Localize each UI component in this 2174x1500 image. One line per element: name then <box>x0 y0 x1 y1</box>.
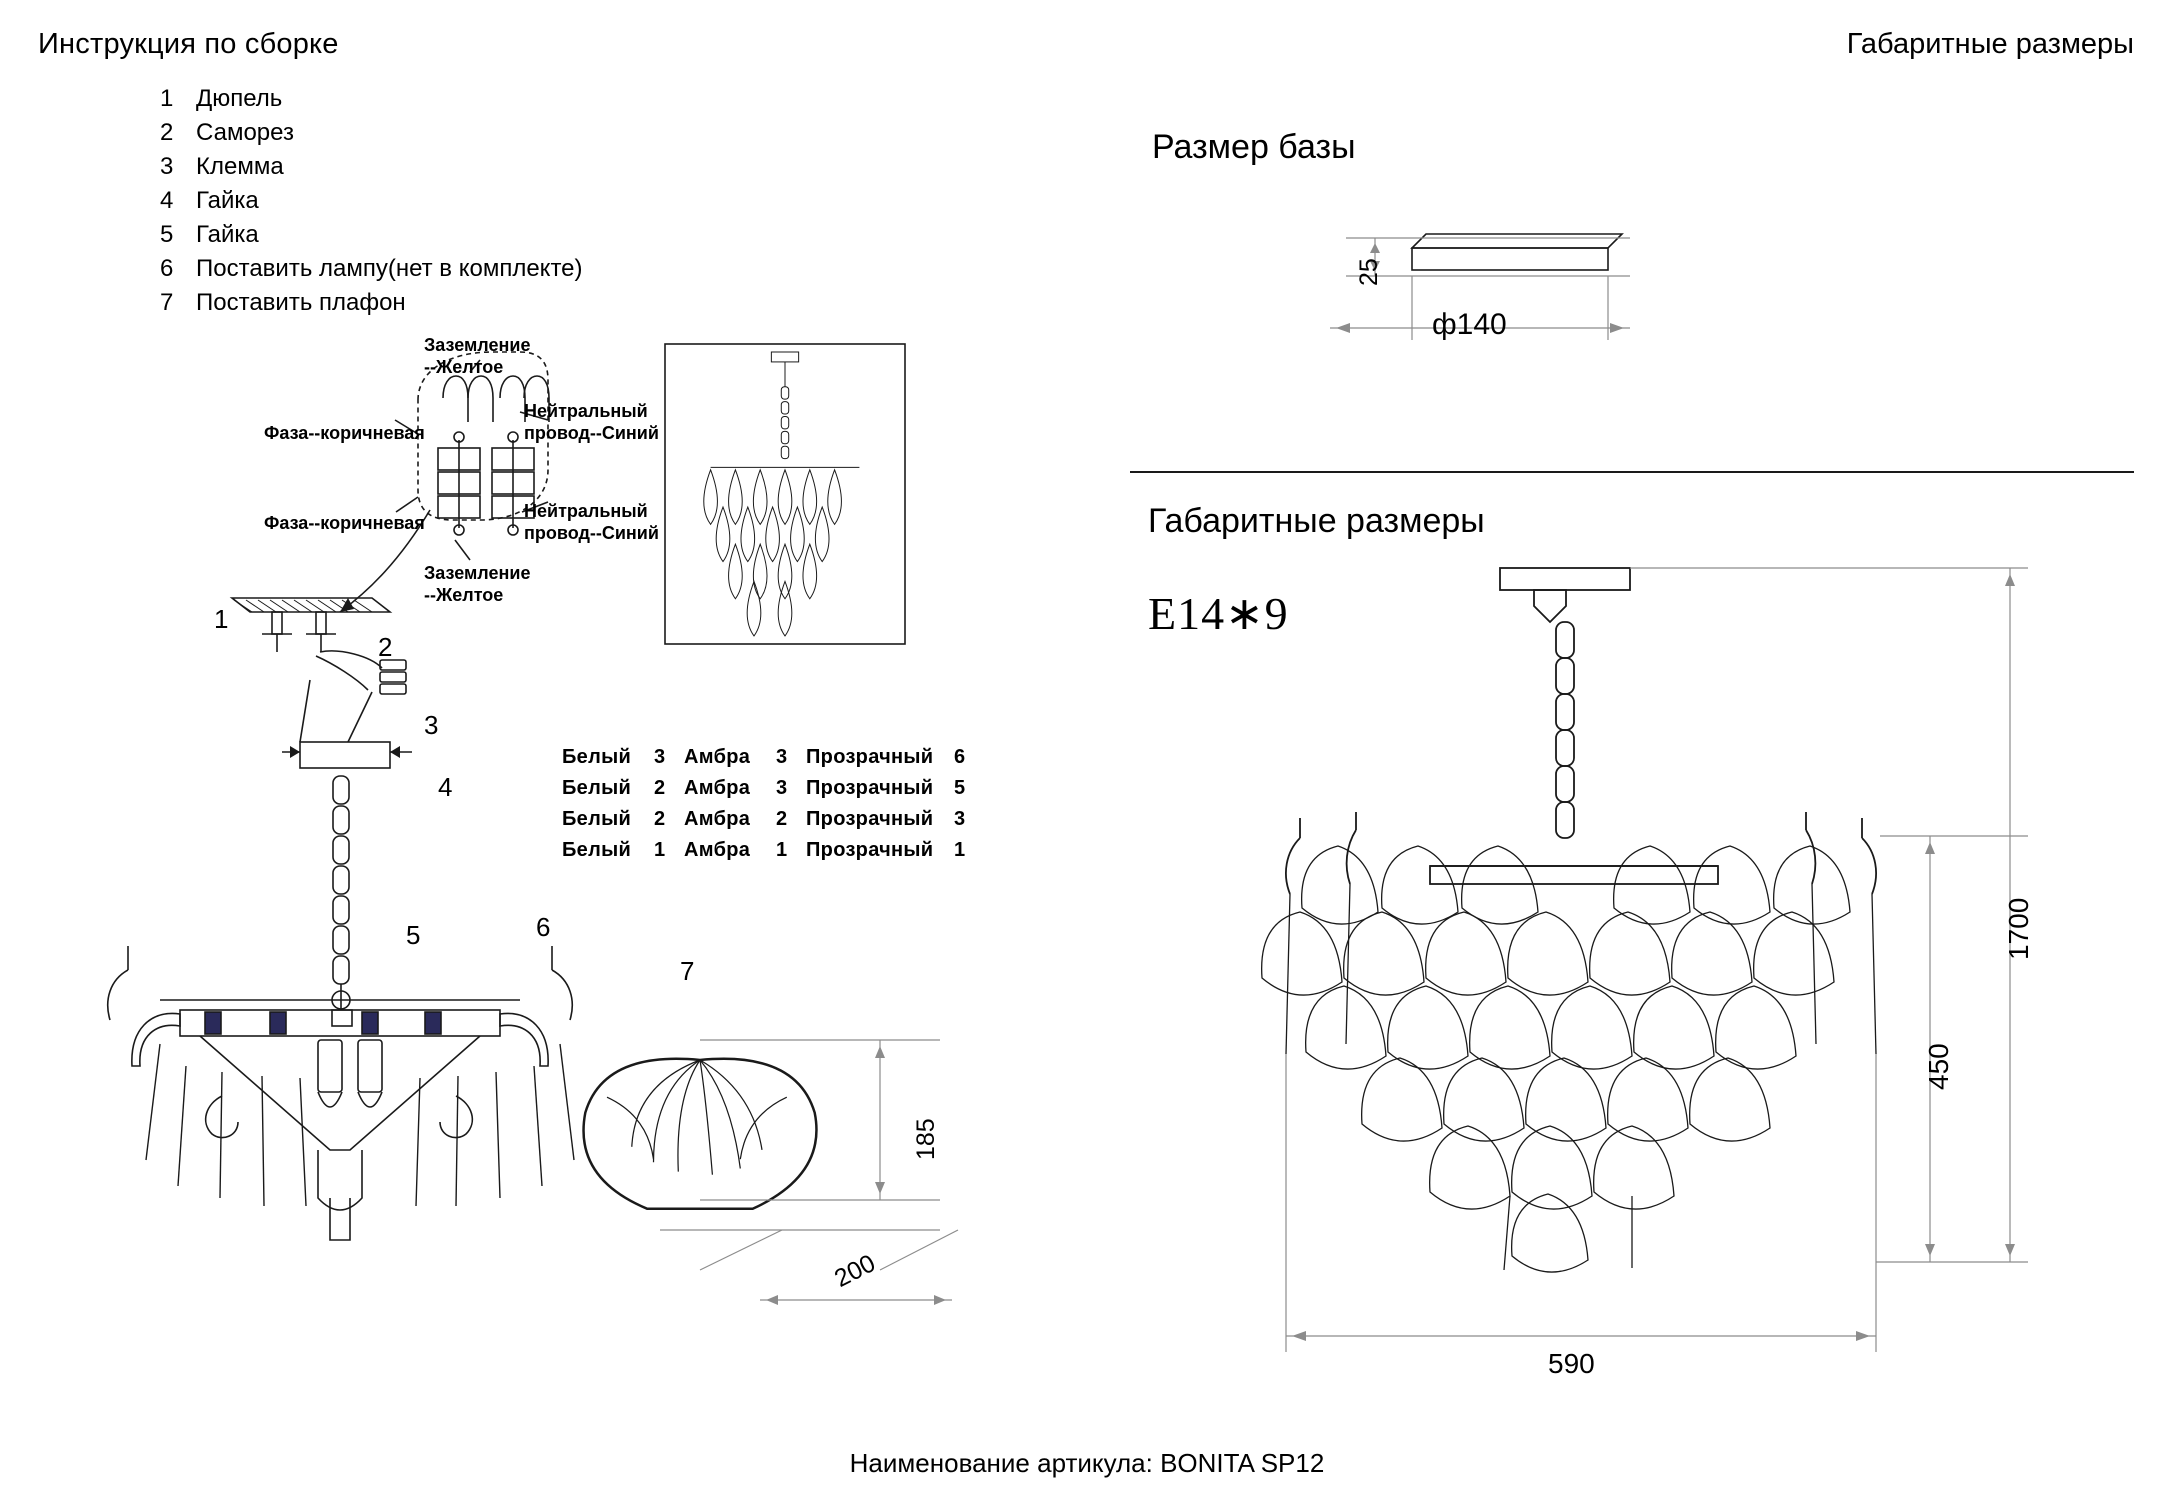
cell-color1: Белый <box>562 808 632 830</box>
cell-color1: Белый <box>562 746 632 768</box>
step-number: 7 <box>160 289 174 316</box>
step-number: 2 <box>160 119 174 146</box>
total-height-dim: 1700 <box>2003 897 2034 960</box>
callout-4: 4 <box>438 772 453 802</box>
overall-dims-title: Габаритные размеры <box>1148 502 1485 540</box>
cell-count1: 1 <box>654 839 666 861</box>
callout-1: 1 <box>214 604 229 634</box>
cell-color1: Белый <box>562 839 632 861</box>
label-ground-bottom-line2: --Желтое <box>424 585 504 605</box>
callout-2: 2 <box>378 632 393 662</box>
table-row <box>562 804 974 835</box>
step-label: Поставить лампу(нет в комплекте) <box>196 255 583 282</box>
cell-count2: 3 <box>776 777 788 799</box>
cell-count1: 3 <box>654 746 666 768</box>
cell-count1: 2 <box>654 777 666 799</box>
base-diameter-dim: ф140 <box>1432 308 1507 341</box>
callout-6: 6 <box>536 912 551 942</box>
callout-5: 5 <box>406 920 421 950</box>
label-ground-top-line2: --Желтое <box>424 357 504 377</box>
step-label: Саморез <box>196 119 294 146</box>
label-neutral-top <box>524 400 659 444</box>
cell-color2: Амбра <box>684 777 751 799</box>
label-ground-top-line1: Заземление <box>424 335 531 355</box>
overall-width-dim: 590 <box>1548 1348 1595 1379</box>
page-title-right: Габаритные размеры <box>1846 28 2134 60</box>
label-ground-bottom-line1: Заземление <box>424 563 531 583</box>
crystal-height-dim: 185 <box>912 1118 940 1160</box>
base-size-title: Размер базы <box>1152 128 1356 166</box>
label-ground-bottom <box>424 562 530 606</box>
crystal-count-table <box>562 742 974 866</box>
page-title-left: Инструкция по сборке <box>38 28 339 60</box>
lamp-spec-label: E14∗9 <box>1148 588 1289 639</box>
table-row <box>562 773 974 804</box>
cell-count2: 2 <box>776 808 788 830</box>
label-neutral-top-line2: провод--Синий <box>524 423 659 443</box>
callout-7: 7 <box>680 956 695 986</box>
cell-count3: 3 <box>954 808 966 830</box>
cell-count3: 6 <box>954 746 966 768</box>
body-height-dim: 450 <box>1923 1043 1954 1090</box>
label-neutral-bottom-line2: провод--Синий <box>524 523 659 543</box>
table-row <box>562 835 974 866</box>
step-number: 4 <box>160 187 174 214</box>
cell-count2: 1 <box>776 839 788 861</box>
cell-color3: Прозрачный <box>806 746 934 768</box>
cell-count3: 1 <box>954 839 966 861</box>
label-neutral-bottom <box>524 500 659 544</box>
step-label: Гайка <box>196 187 259 214</box>
cell-color1: Белый <box>562 777 632 799</box>
cell-color3: Прозрачный <box>806 808 934 830</box>
base-thickness-dim: 25 <box>1355 258 1383 286</box>
step-number: 1 <box>160 85 174 112</box>
label-neutral-top-line1: Нейтральный <box>524 401 648 421</box>
cell-color3: Прозрачный <box>806 777 934 799</box>
step-label: Гайка <box>196 221 259 248</box>
step-number: 5 <box>160 221 174 248</box>
cell-color2: Амбра <box>684 746 751 768</box>
step-number: 6 <box>160 255 174 282</box>
article-footer: Наименование артикула: BONITA SP12 <box>849 1448 1325 1478</box>
step-label: Поставить плафон <box>196 289 406 316</box>
cell-color2: Амбра <box>684 839 751 861</box>
cell-count1: 2 <box>654 808 666 830</box>
label-phase-top: Фаза--коричневая <box>264 423 425 443</box>
cell-color2: Амбра <box>684 808 751 830</box>
cell-count2: 3 <box>776 746 788 768</box>
callout-3: 3 <box>424 710 439 740</box>
cell-count3: 5 <box>954 777 966 799</box>
crystal-width-dim: 200 <box>830 1249 880 1293</box>
step-label: Дюпель <box>196 85 283 112</box>
label-ground-top <box>424 334 530 378</box>
label-phase-bottom: Фаза--коричневая <box>264 513 425 533</box>
label-neutral-bottom-line1: Нейтральный <box>524 501 648 521</box>
cell-color3: Прозрачный <box>806 839 934 861</box>
step-label: Клемма <box>196 153 284 180</box>
table-row <box>562 742 974 773</box>
step-number: 3 <box>160 153 174 180</box>
